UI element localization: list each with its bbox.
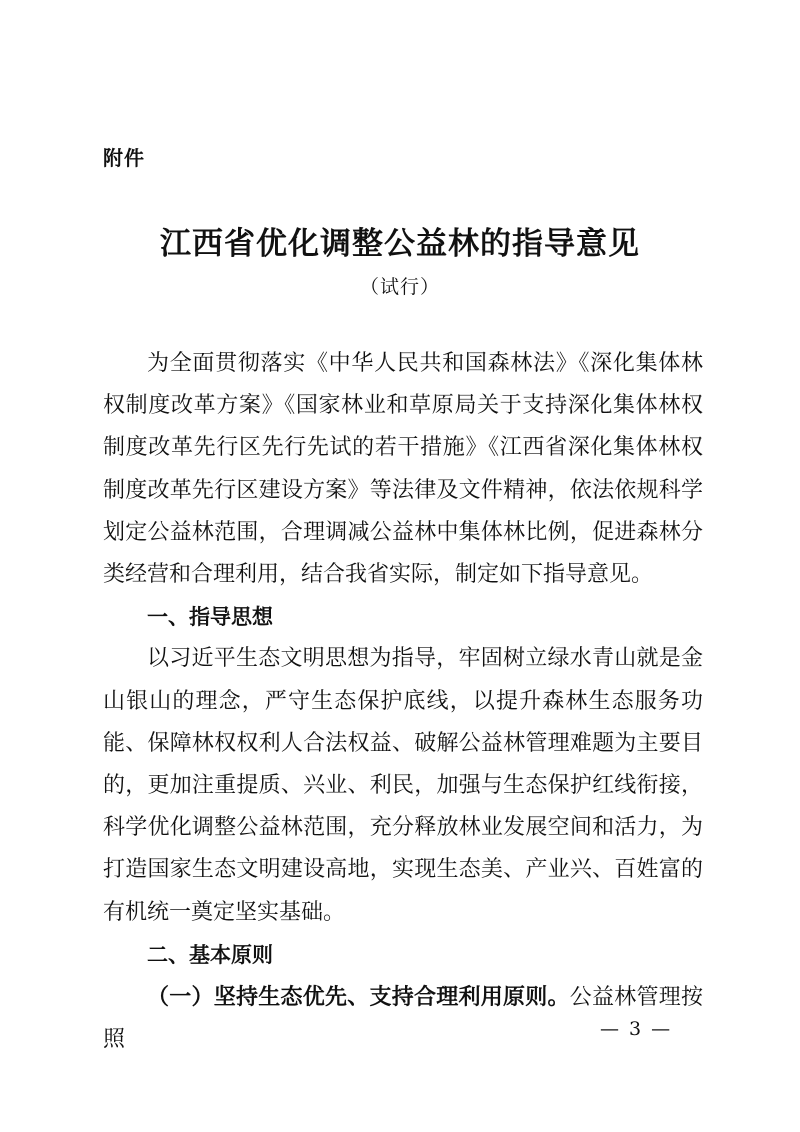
page-number: — 3 — (600, 1018, 673, 1040)
intro-paragraph: 为全面贯彻落实《中华人民共和国森林法》《深化集体林权制度改革方案》《国家林业和草原局关于支持深化集体林权制度改革先行区先行先试的若干措施》《江西省深化集体林权制度改革先行区建设方案》等法律及文件精神，依法依规科学划定公益林范围，合理调减公益林中集体林比例，促进森林分类经营和合理利用，结合我省实际，制定如下指导意见。 (103, 351, 703, 588)
document-subtitle: （试行） (359, 276, 440, 298)
guiding-ideology-paragraph: 以习近平生态文明思想为指导，牢固树立绿水青山就是金山银山的理念，严守生态保护底线，以提升森林生态服务功能、保障林权权利人合法权益、破解公益林管理难题为主要目的，更加注重提质、兴业、利民，加强与生态保护红线衔接，科学优化调整公益林范围，充分释放林业发展空间和活力，为打造国家生态文明建设高地，实现生态美、产业兴、百姓富的有机统一奠定坚实基础。 (103, 646, 703, 925)
document-title: 江西省优化调整公益林的指导意见 (160, 226, 640, 262)
principle-1-text: 公益林管理按照 (103, 985, 703, 1053)
attachment-label: 附件 (103, 146, 145, 170)
principle-1-title: （一）坚持生态优先、支持合理利用原则。 (147, 984, 570, 1011)
section-heading-basic-principles: 二、基本原则 (147, 942, 273, 967)
document-body (103, 343, 703, 1061)
section-heading-guiding-ideology: 一、指导思想 (147, 605, 273, 630)
